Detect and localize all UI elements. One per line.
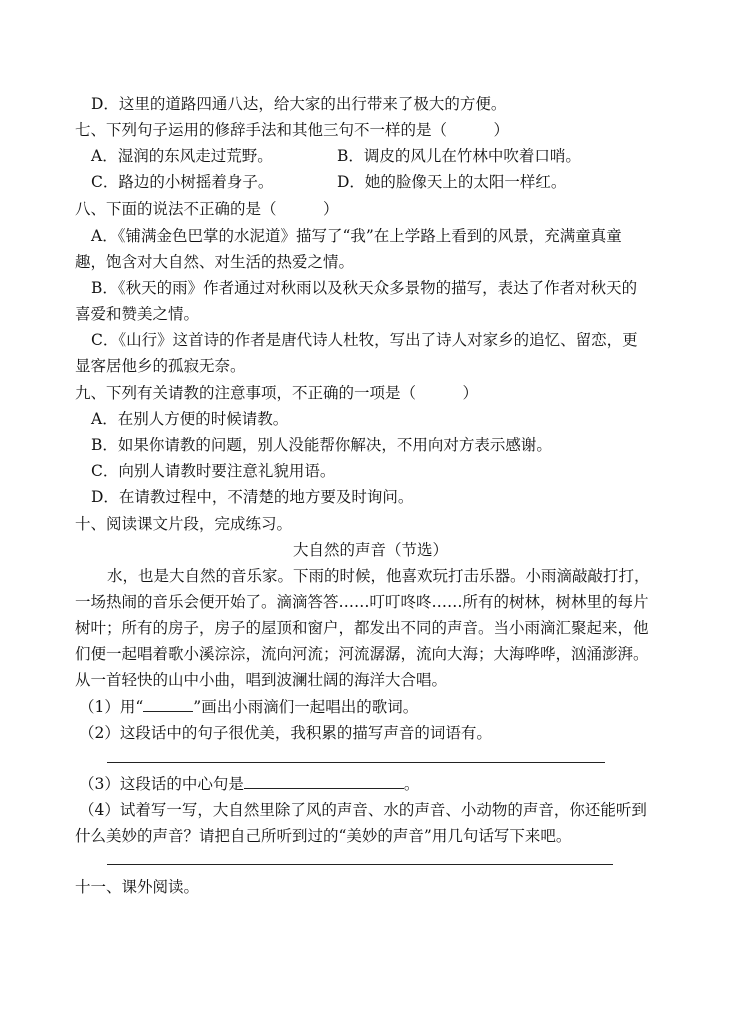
q7-option-b: B．调皮的风儿在竹林中吹着口哨。 [337,147,581,165]
q8-option-b-line1: B．《秋天的雨》作者通过对秋雨以及秋天众多景物的描写，表达了作者对秋天的 [91,279,638,297]
q9-option-b: B．如果你请教的问题，别人没能帮你解决，不用向对方表示感谢。 [91,436,552,454]
q8-option-a-line1: A．《铺满金色巴掌的水泥道》描写了“我”在上学路上看到的风景，充满童真童 [91,227,622,245]
q9-option-c: C．向别人请教时要注意礼貌用语。 [91,462,336,480]
sub3-prefix: （3）这段话的中心句是 [79,775,244,793]
answer-blank-3[interactable] [244,776,404,789]
q7-option-a: A．湿润的东风走过荒野。 [91,147,273,165]
answer-line-4[interactable] [107,864,613,865]
answer-line-2[interactable] [107,762,605,763]
q8-stem: 八、下面的说法不正确的是（ ） [75,200,339,218]
passage-line-3: 树叶；所有的房子，房子的屋顶和窗户，都发出不同的声音。当小雨滴汇聚起来，他 [75,619,649,637]
sub-question-2: （2）这段话中的句子很优美，我积累的描写声音的词语有。 [79,724,492,742]
sub-question-4-line1: （4）试着写一写，大自然里除了风的声音、水的声音、小动物的声音，你还能听到 [79,801,647,819]
q8-option-c-line1: C．《山行》这首诗的作者是唐代诗人杜牧，写出了诗人对家乡的追忆、留恋，更 [91,331,638,349]
sub3-suffix: 。 [403,775,420,793]
passage-line-2: 一场热闹的音乐会便开始了。滴滴答答……叮叮咚咚……所有的树林，树林里的每片 [75,593,649,611]
q6-option-d: D．这里的道路四通八达，给大家的出行带来了极大的方便。 [91,95,507,113]
q7-stem: 七、下列句子运用的修辞手法和其他三句不一样的是（ ） [75,121,510,139]
sub-question-1 [79,697,418,717]
q11-stem: 十一、课外阅读。 [75,878,200,896]
q8-option-b-line2: 喜爱和赞美之情。 [75,305,200,323]
sub-question-3 [79,774,419,794]
passage-line-4: 们便一起唱着歌小溪淙淙，流向河流；河流潺潺，流向大海；大海哗哗，汹涌澎湃。 [75,645,649,663]
passage-line-5: 从一首轻快的山中小曲，唱到波澜壮阔的海洋大合唱。 [75,671,448,689]
underline-sample [143,699,193,712]
q9-option-d: D．在请教过程中，不清楚的地方要及时询问。 [91,488,414,506]
q7-option-c: C．路边的小树摇着身子。 [91,173,274,191]
sub-question-4-line2: 什么美妙的声音？请把自己所听到过的“美妙的声音”用几句话写下来吧。 [75,827,572,845]
passage-line-1: 水，也是大自然的音乐家。下雨的时候，他喜欢玩打击乐器。小雨滴敲敲打打， [107,567,650,585]
sub1-suffix: ”画出小雨滴们一起唱出的歌词。 [193,698,419,716]
passage-title: 大自然的声音（节选） [292,541,448,559]
q8-option-a-line2: 趣，饱含对大自然、对生活的热爱之情。 [75,253,355,271]
q8-option-c-line2: 显客居他乡的孤寂无奈。 [75,357,246,375]
q9-stem: 九、下列有关请教的注意事项，不正确的一项是（ ） [75,384,479,402]
q10-stem: 十、阅读课文片段，完成练习。 [75,515,293,533]
q7-option-d: D．她的脸像天上的太阳一样红。 [337,173,567,191]
sub1-prefix: （1）用“ [79,698,144,716]
q9-option-a: A．在别人方便的时候请教。 [91,410,289,428]
